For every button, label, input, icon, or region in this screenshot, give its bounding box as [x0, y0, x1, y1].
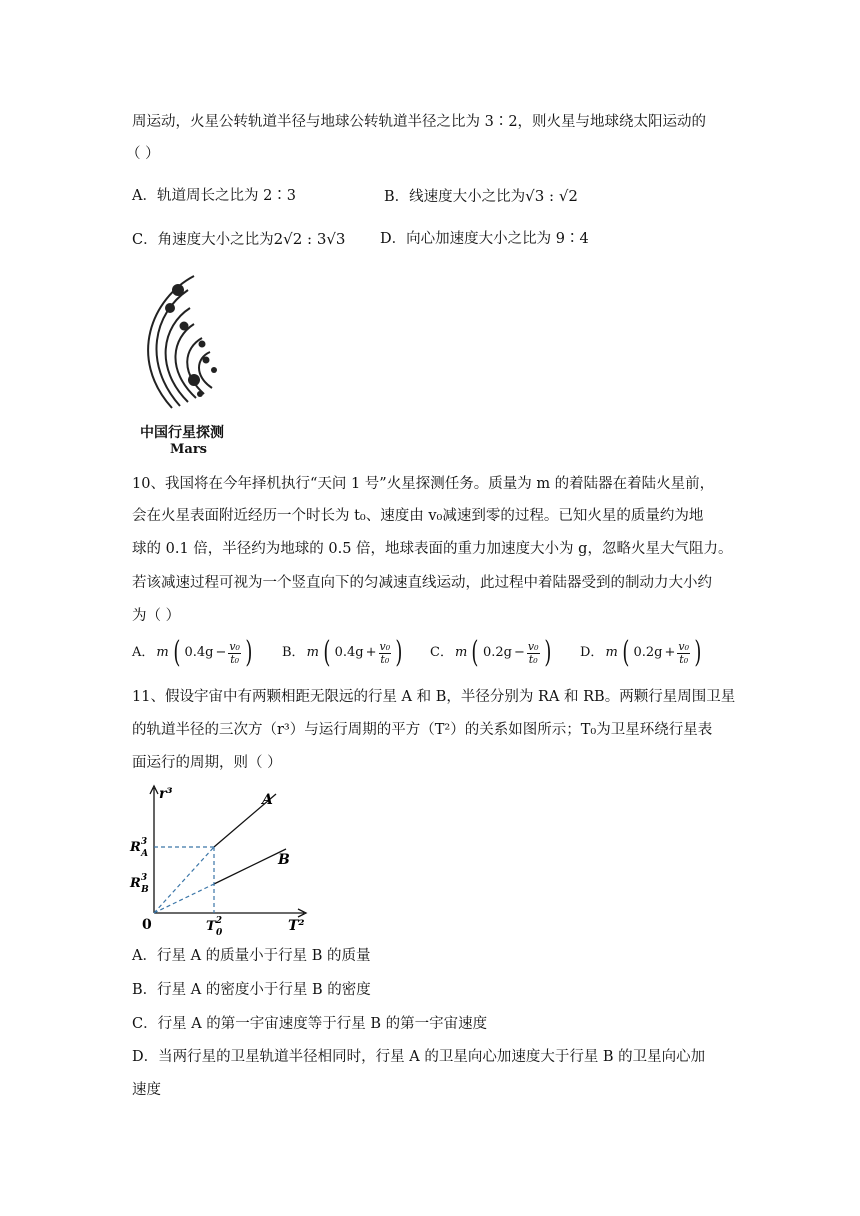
fraction-denominator: t₀ [528, 652, 538, 666]
q10-option-label: D． [580, 645, 604, 660]
mars-orbits-icon [132, 268, 242, 418]
q11-option-d-line2: 速度 [132, 1082, 161, 1098]
q11-line3: 面运行的周期，则（ ） [132, 755, 282, 771]
line-b [214, 849, 286, 884]
q10-option-mass: m [306, 645, 319, 660]
ra-label: $R^3$ A [130, 837, 149, 859]
q10-option-c [430, 635, 553, 670]
q11-option-a: A．行星 A 的质量小于行星 B 的质量 [132, 948, 371, 964]
q10-line4: 若该减速过程可视为一个竖直向下的匀减速直线运动，此过程中着陆器受到的制动力大小约 [132, 575, 712, 591]
q11-option-d-line1: D．当两行星的卫星轨道半径相同时，行星 A 的卫星向心加速度大于行星 B 的卫星向心加 [132, 1049, 706, 1065]
q10-option-b [282, 635, 405, 670]
x-axis-label: T² [288, 918, 305, 934]
fraction-denominator: t₀ [679, 652, 689, 666]
logo-caption-cn: 中国行星探测 [140, 425, 224, 441]
q10-option-fraction [677, 641, 690, 666]
q10-line5: 为（ ） [132, 608, 181, 624]
q9-option-b-label: B．线速度大小之比为 [384, 189, 526, 205]
q9-option-b-math: √3 : √2 [525, 187, 578, 205]
q9-option-c-math: 2√2 : 3√3 [273, 230, 346, 248]
q10-option-label: B． [282, 645, 305, 660]
q10-option-op: + [664, 645, 676, 660]
line-a-label: A [262, 792, 273, 808]
q9-option-a: A．轨道周长之比为 2∶3 [132, 188, 297, 204]
logo-caption-en: Mars [170, 442, 207, 457]
q10-option-coef: 0.4g [334, 645, 364, 660]
fraction-numerator: v₀ [527, 639, 539, 653]
mars-exploration-logo [132, 268, 242, 458]
q10-option-coef: 0.2g [633, 645, 663, 660]
left-paren-icon: ( [323, 635, 331, 670]
q9-option-c-label: C．角速度大小之比为 [132, 232, 274, 248]
q10-option-d [580, 635, 704, 670]
r3-t2-graph [126, 782, 316, 937]
q10-option-mass: m [605, 645, 618, 660]
q9-stem-line2: （ ） [126, 146, 160, 162]
t0-label: $T^2$ 0 [206, 916, 223, 937]
q11-option-b: B．行星 A 的密度小于行星 B 的密度 [132, 982, 371, 998]
q10-option-a [132, 635, 255, 670]
q11-option-c: C．行星 A 的第一宇宙速度等于行星 B 的第一宇宙速度 [132, 1016, 488, 1032]
q10-option-op: − [514, 645, 525, 660]
q10-line3: 球的 0.1 倍，半径约为地球的 0.5 倍，地球表面的重力加速度大小为 g，忽略火星大气阻力。 [132, 541, 733, 557]
q10-option-fraction [527, 641, 540, 666]
fraction-numerator: v₀ [379, 639, 391, 653]
left-paren-icon: ( [622, 635, 630, 670]
origin-label: 0 [142, 917, 152, 933]
q10-line1: 10、我国将在今年择机执行“天问 1 号”火星探测任务。质量为 m 的着陆器在着陆火星前， [132, 476, 715, 492]
q10-option-coef: 0.2g [483, 645, 512, 660]
q9-option-d: D．向心加速度大小之比为 9∶4 [380, 231, 589, 247]
dashed-guides [154, 847, 214, 913]
q10-option-mass: m [156, 645, 169, 660]
q10-option-mass: m [454, 645, 468, 660]
fraction-denominator: t₀ [230, 652, 240, 666]
q9-option-c [132, 228, 345, 251]
right-paren-icon: ) [395, 635, 403, 670]
right-paren-icon: ) [245, 635, 253, 670]
fraction-denominator: t₀ [380, 652, 390, 666]
y-axis-label: r³ [159, 786, 173, 802]
right-paren-icon: ) [543, 635, 551, 670]
q10-option-op: + [365, 645, 377, 660]
fraction-numerator: v₀ [678, 639, 690, 653]
q11-line1: 11、假设宇宙中有两颗相距无限远的行星 A 和 B，半径分别为 RA 和 RB。两颗行星周围卫星 [132, 689, 736, 705]
q10-option-label: A． [132, 645, 155, 660]
q9-stem-line1: 周运动，火星公转轨道半径与地球公转轨道半径之比为 3∶2，则火星与地球绕太阳运动的 [132, 114, 707, 130]
q10-option-op: − [215, 645, 227, 660]
q9-option-b [384, 185, 578, 208]
q11-line2: 的轨道半径的三次方（r³）与运行周期的平方（T²）的关系如图所示；T₀为卫星环绕行星表 [132, 722, 713, 738]
rb-label: $R^3$ B [130, 873, 149, 895]
q10-line2: 会在火星表面附近经历一个时长为 t₀、速度由 v₀减速到零的过程。已知火星的质量约为地 [132, 508, 704, 524]
dashed-ob [154, 884, 214, 913]
q10-option-coef: 0.4g [184, 645, 214, 660]
fraction-numerator: v₀ [229, 639, 240, 653]
dashed-oa [154, 847, 214, 913]
right-paren-icon: ) [694, 635, 702, 670]
q10-option-fraction [379, 641, 392, 666]
q10-option-label: C． [430, 645, 453, 660]
line-b-label: B [278, 852, 290, 868]
left-paren-icon: ( [173, 635, 181, 670]
q10-option-fraction [228, 641, 241, 666]
left-paren-icon: ( [471, 635, 479, 670]
